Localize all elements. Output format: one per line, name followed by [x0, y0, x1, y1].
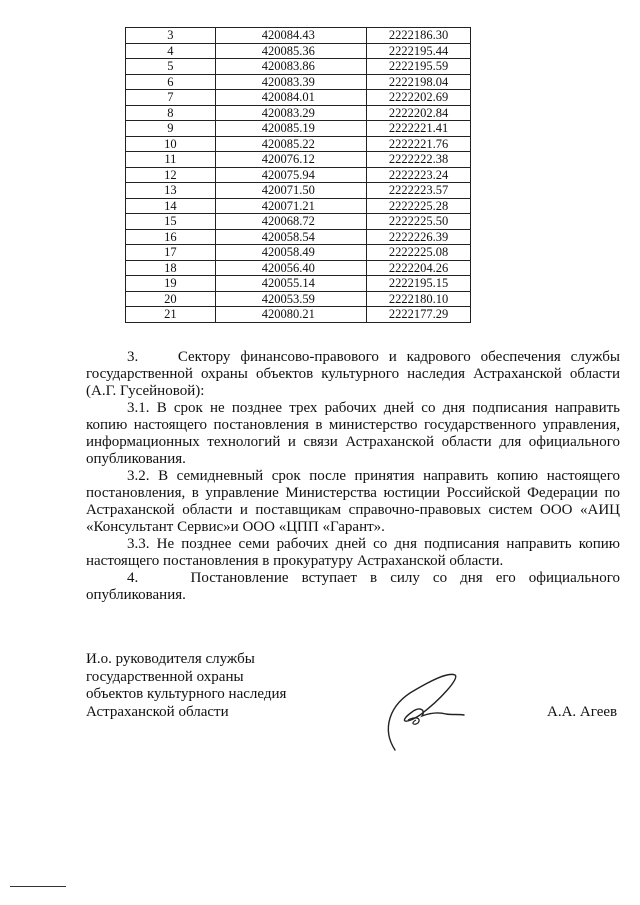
table-row: [126, 43, 471, 59]
table-row: [126, 90, 471, 106]
y-coordinate-cell: 2222195.15: [367, 276, 471, 292]
y-coordinate-cell: 2222177.29: [367, 307, 471, 323]
x-coordinate-cell: 420075.94: [215, 167, 366, 183]
x-coordinate-cell: 420083.39: [215, 74, 366, 90]
x-coordinate-cell: 420058.54: [215, 229, 366, 245]
table-row: [126, 307, 471, 323]
table-row: [126, 198, 471, 214]
table-row: [126, 214, 471, 230]
paragraph-3-2: 3.2. В семидневный срок после принятия направить копию настоящего постановления, в управление Министерства юстиции Российской Федерации по Астраханской области и поставщикам справочно-правовых систем ООО «АИЦ «Консультант Сервис»и ООО «ЦПП «Гарант».: [86, 468, 620, 535]
table-row: [126, 276, 471, 292]
x-coordinate-cell: 420085.19: [215, 121, 366, 137]
coordinates-table: [125, 27, 471, 323]
y-coordinate-cell: 2222225.50: [367, 214, 471, 230]
paragraph-3: 3. Сектору финансово-правового и кадрового обеспечения службы государственной охраны объектов культурного наследия Астраханской области (А.Г. Гусейновой):: [86, 349, 620, 399]
x-coordinate-cell: 420053.59: [215, 291, 366, 307]
y-coordinate-cell: 2222225.28: [367, 198, 471, 214]
point-number-cell: 9: [126, 121, 216, 137]
x-coordinate-cell: 420068.72: [215, 214, 366, 230]
y-coordinate-cell: 2222202.84: [367, 105, 471, 121]
x-coordinate-cell: 420084.43: [215, 28, 366, 44]
x-coordinate-cell: 420076.12: [215, 152, 366, 168]
x-coordinate-cell: 420080.21: [215, 307, 366, 323]
table-row: [126, 105, 471, 121]
footer-rule: [10, 886, 66, 887]
paragraph-3-1: 3.1. В срок не позднее трех рабочих дней со дня подписания направить копию настоящего постановления в министерство государственного управления, информационных технологий и связи Астраханской области для официального опубликования.: [86, 400, 620, 467]
y-coordinate-cell: 2222223.24: [367, 167, 471, 183]
y-coordinate-cell: 2222222.38: [367, 152, 471, 168]
point-number-cell: 18: [126, 260, 216, 276]
x-coordinate-cell: 420085.36: [215, 43, 366, 59]
point-number-cell: 6: [126, 74, 216, 90]
table-row: [126, 121, 471, 137]
signatory-title-line: И.о. руководителя службы: [86, 651, 255, 667]
x-coordinate-cell: 420071.50: [215, 183, 366, 199]
signer-name: А.А. Агеев: [547, 704, 618, 720]
table-row: [126, 28, 471, 44]
signatory-title: [86, 651, 286, 721]
point-number-cell: 3: [126, 28, 216, 44]
coordinates-table-body: [126, 28, 471, 323]
point-number-cell: 10: [126, 136, 216, 152]
point-number-cell: 7: [126, 90, 216, 106]
signatory-title-line: объектов культурного наследия: [86, 686, 287, 702]
point-number-cell: 21: [126, 307, 216, 323]
point-number-cell: 19: [126, 276, 216, 292]
y-coordinate-cell: 2222195.44: [367, 43, 471, 59]
point-number-cell: 8: [126, 105, 216, 121]
x-coordinate-cell: 420056.40: [215, 260, 366, 276]
point-number-cell: 13: [126, 183, 216, 199]
y-coordinate-cell: 2222226.39: [367, 229, 471, 245]
x-coordinate-cell: 420085.22: [215, 136, 366, 152]
signatory-title-line: Астраханской области: [86, 703, 229, 720]
table-row: [126, 59, 471, 75]
x-coordinate-cell: 420083.86: [215, 59, 366, 75]
table-row: [126, 229, 471, 245]
table-row: [126, 245, 471, 261]
y-coordinate-cell: 2222195.59: [367, 59, 471, 75]
y-coordinate-cell: 2222221.76: [367, 136, 471, 152]
y-coordinate-cell: 2222221.41: [367, 121, 471, 137]
point-number-cell: 20: [126, 291, 216, 307]
x-coordinate-cell: 420083.29: [215, 105, 366, 121]
y-coordinate-cell: 2222198.04: [367, 74, 471, 90]
paragraph-3-3: 3.3. Не позднее семи рабочих дней со дня подписания направить копию настоящего постановления в прокуратуру Астраханской области.: [86, 536, 620, 569]
y-coordinate-cell: 2222223.57: [367, 183, 471, 199]
x-coordinate-cell: 420058.49: [215, 245, 366, 261]
y-coordinate-cell: 2222204.26: [367, 260, 471, 276]
y-coordinate-cell: 2222186.30: [367, 28, 471, 44]
y-coordinate-cell: 2222225.08: [367, 245, 471, 261]
table-row: [126, 152, 471, 168]
y-coordinate-cell: 2222202.69: [367, 90, 471, 106]
point-number-cell: 14: [126, 198, 216, 214]
table-row: [126, 74, 471, 90]
signatory-title-line: государственной охраны: [86, 668, 244, 685]
x-coordinate-cell: 420055.14: [215, 276, 366, 292]
table-row: [126, 136, 471, 152]
point-number-cell: 11: [126, 152, 216, 168]
x-coordinate-cell: 420071.21: [215, 198, 366, 214]
point-number-cell: 4: [126, 43, 216, 59]
point-number-cell: 16: [126, 229, 216, 245]
point-number-cell: 5: [126, 59, 216, 75]
x-coordinate-cell: 420084.01: [215, 90, 366, 106]
point-number-cell: 12: [126, 167, 216, 183]
table-row: [126, 167, 471, 183]
y-coordinate-cell: 2222180.10: [367, 291, 471, 307]
table-row: [126, 260, 471, 276]
handwritten-signature: [360, 660, 480, 760]
paragraph-4: 4. Постановление вступает в силу со дня его официального опубликования.: [86, 570, 620, 603]
point-number-cell: 17: [126, 245, 216, 261]
point-number-cell: 15: [126, 214, 216, 230]
table-row: [126, 183, 471, 199]
table-row: [126, 291, 471, 307]
